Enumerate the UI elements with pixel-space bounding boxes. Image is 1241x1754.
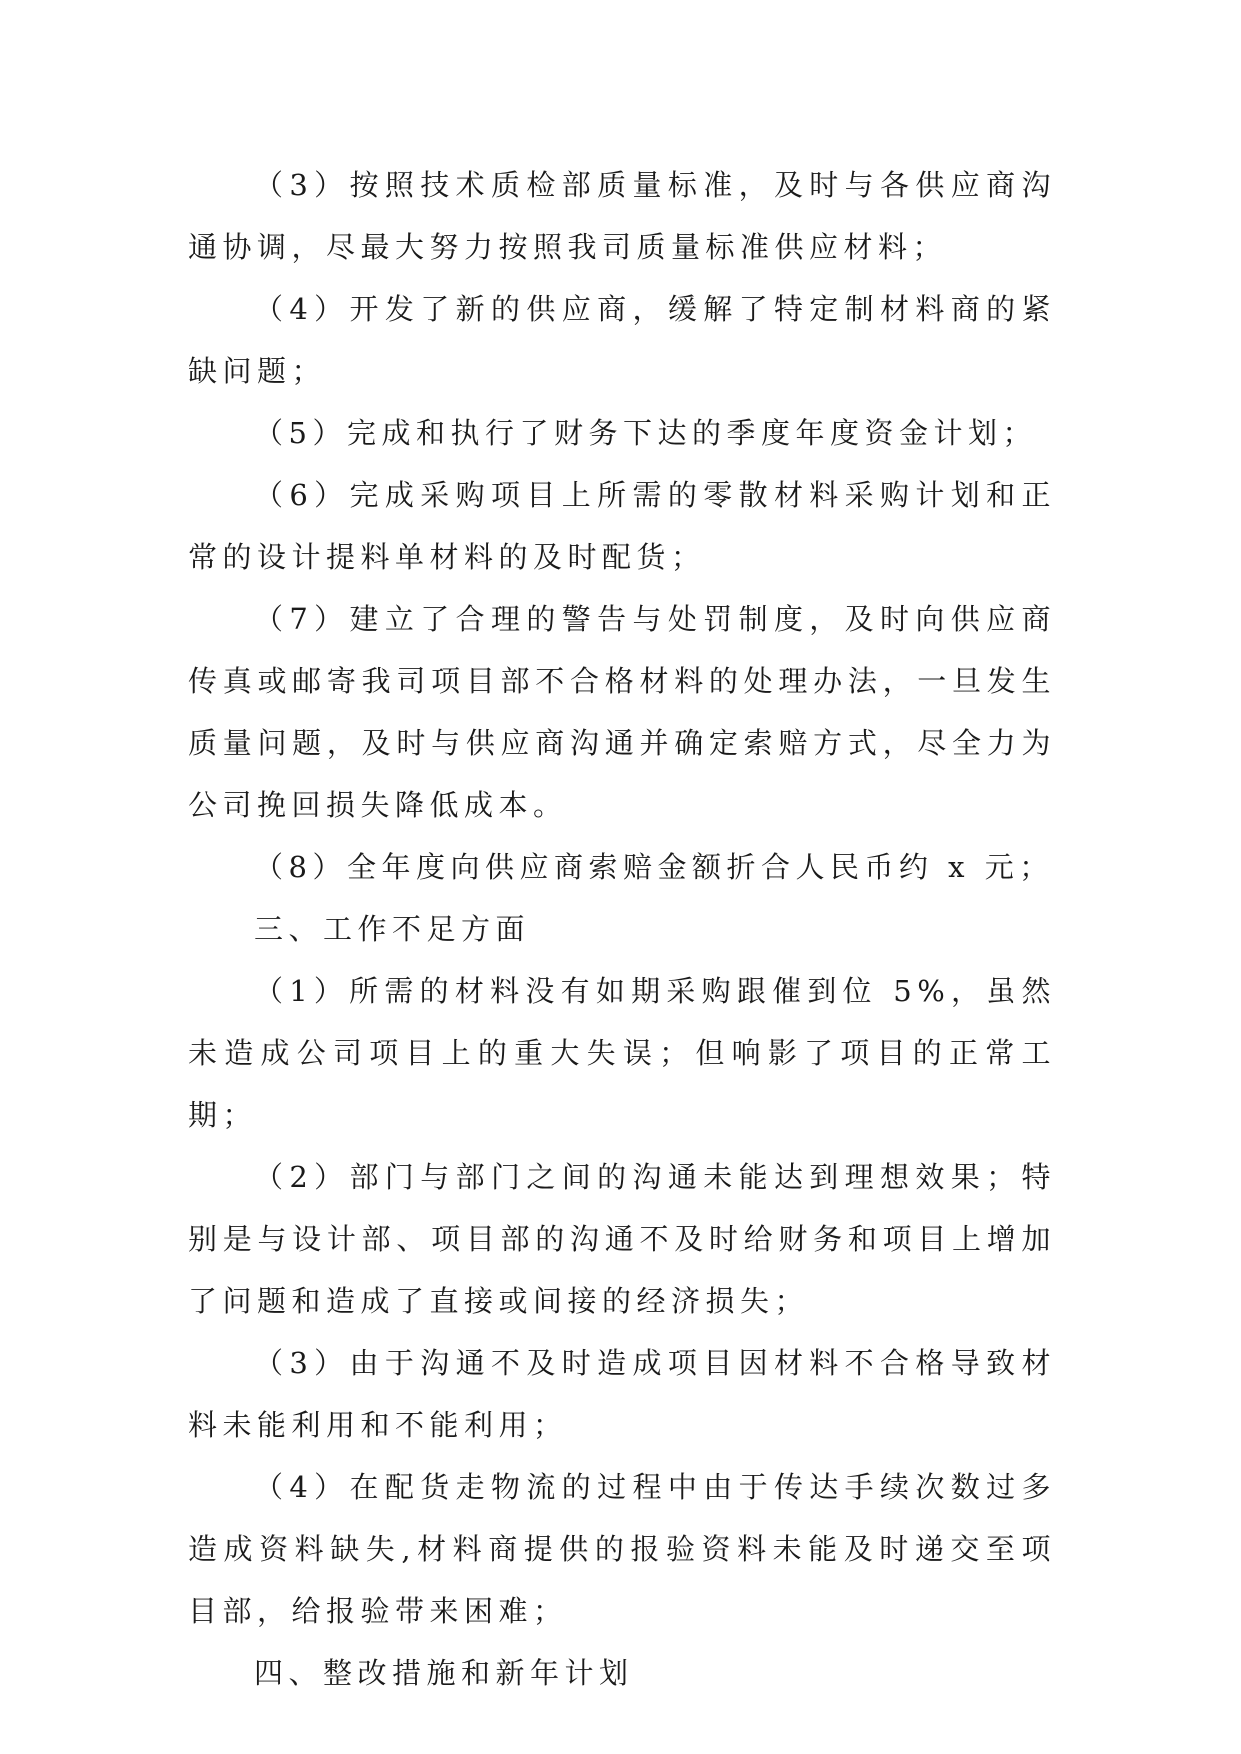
paragraph-item-6-procurement-plan: （6）完成采购项目上所需的零散材料采购计划和正常的设计提料单材料的及时配货；: [188, 478, 1056, 574]
paragraph-shortcoming-3: （3）由于沟通不及时造成项目因材料不合格导致材料未能利用和不能利用；: [188, 1346, 1056, 1442]
document-body: [188, 154, 1056, 1704]
paragraph-item-3-quality-standard: （3）按照技术质检部质量标准，及时与各供应商沟通协调，尽最大努力按照我司质量标准供应材料；: [188, 168, 1056, 264]
section-heading-rectification: 四、整改措施和新年计划: [254, 1656, 634, 1690]
paragraph-shortcoming-2: （2）部门与部门之间的沟通未能达到理想效果；特别是与设计部、项目部的沟通不及时给财务和项目上增加了问题和造成了直接或间接的经济损失；: [188, 1160, 1056, 1318]
section-heading-shortcomings: 三、工作不足方面: [254, 912, 531, 946]
paragraph-item-5-fund-plan: （5）完成和执行了财务下达的季度年度资金计划；: [254, 416, 1037, 450]
paragraph-item-4-new-suppliers: （4）开发了新的供应商，缓解了特定制材料商的紧缺问题；: [188, 292, 1056, 388]
paragraph-shortcoming-1: （1）所需的材料没有如期采购跟催到位 5%，虽然未造成公司项目上的重大失误；但响影了项目的正常工期；: [188, 974, 1056, 1132]
paragraph-item-7-penalty-system: （7）建立了合理的警告与处罚制度，及时向供应商传真或邮寄我司项目部不合格材料的处理办法，一旦发生质量问题，及时与供应商沟通并确定索赔方式，尽全力为公司挽回损失降低成本。: [188, 602, 1056, 822]
paragraph-item-8-claims: （8）全年度向供应商索赔金额折合人民币约 x 元；: [254, 850, 1054, 884]
paragraph-shortcoming-4: （4）在配货走物流的过程中由于传达手续次数过多造成资料缺失,材料商提供的报验资料未能及时递交至项目部，给报验带来困难；: [188, 1470, 1056, 1628]
